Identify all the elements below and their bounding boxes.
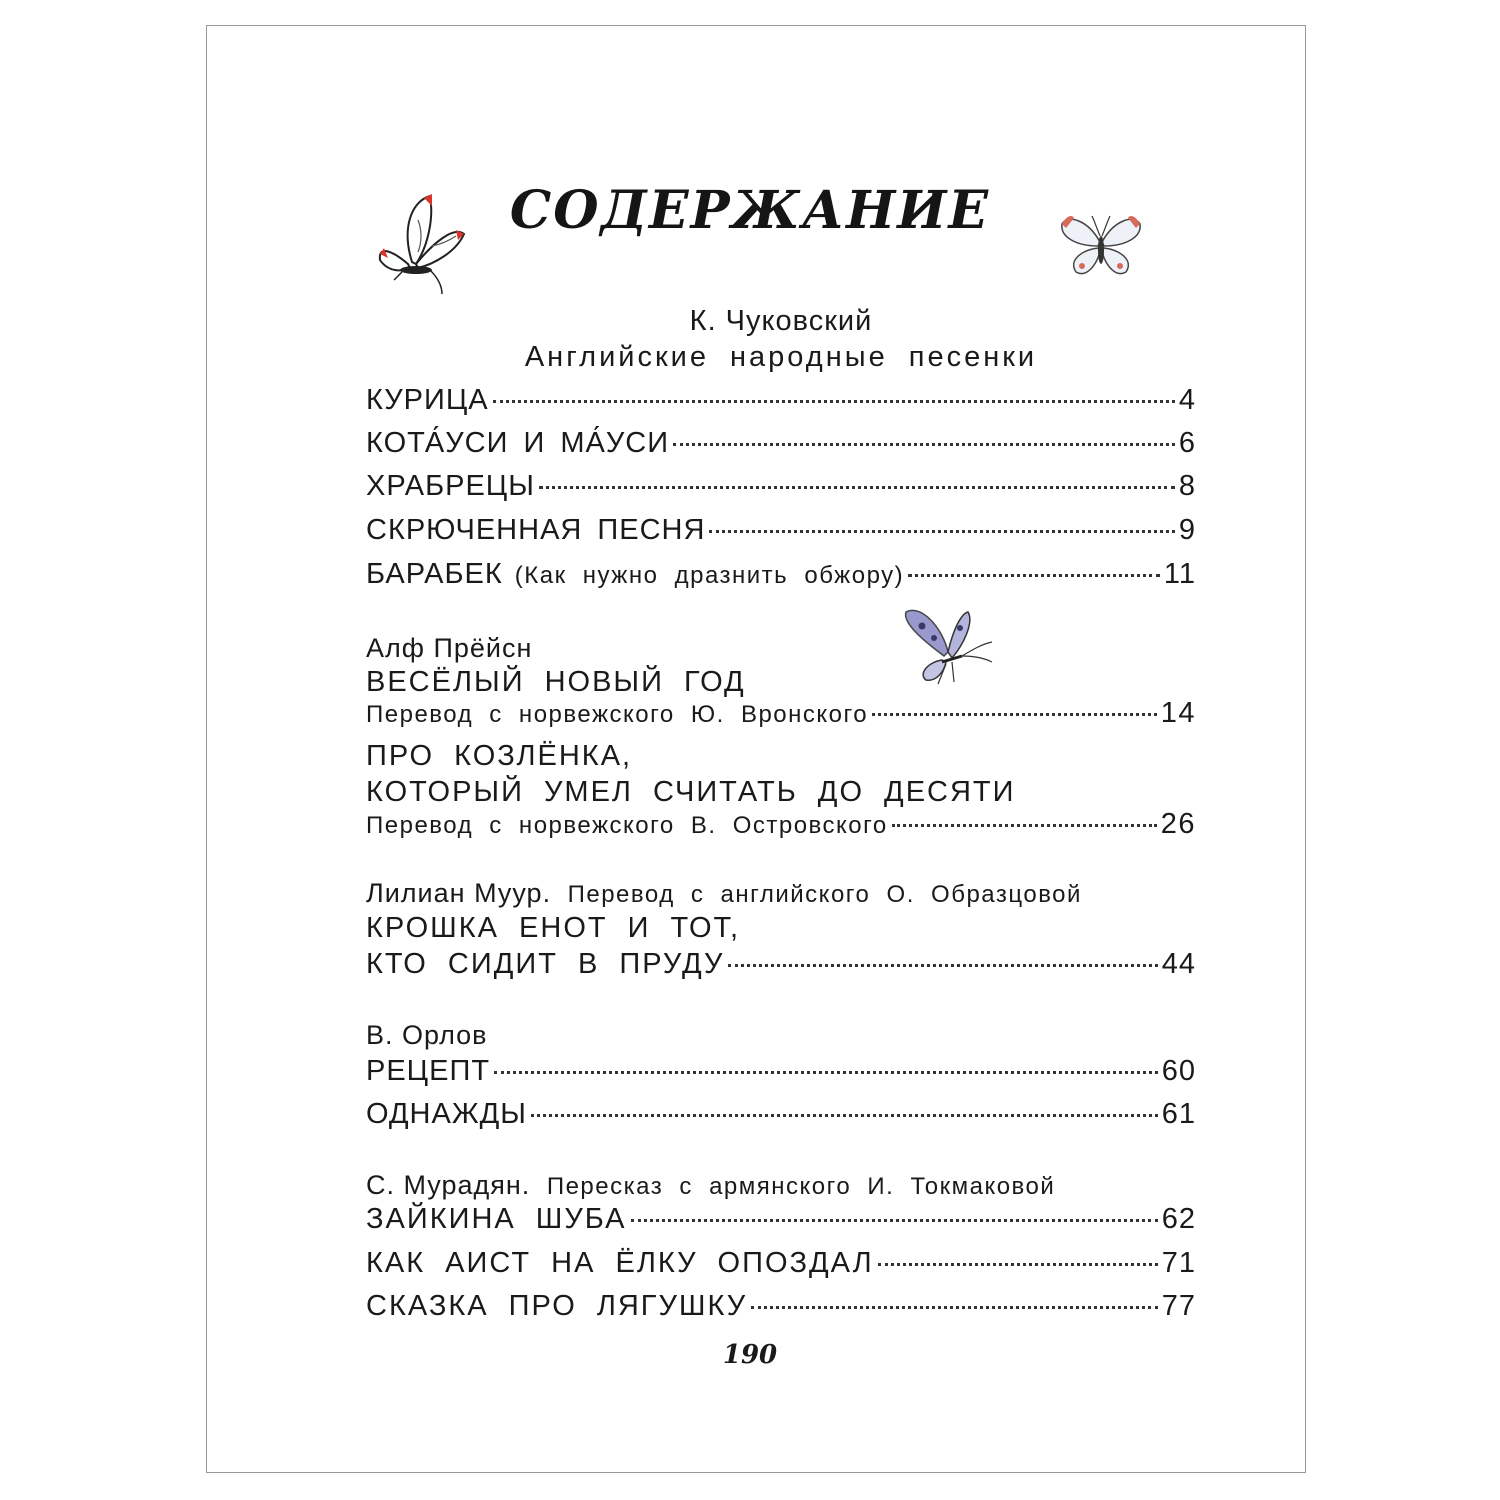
dot-leader (539, 486, 1175, 489)
toc-entry-title: БАРАБЕК (366, 558, 503, 590)
collection-subtitle: Английские народные песенки (524, 341, 1038, 373)
page-number: 190 (722, 1340, 778, 1370)
toc-entry-page: 14 (1160, 697, 1196, 729)
toc-entry-title: КТО СИДИТ В ПРУДУ (366, 948, 725, 980)
toc-entry-page: 9 (1178, 514, 1196, 546)
dot-leader (751, 1306, 1158, 1309)
toc-entry[interactable] (366, 468, 1196, 504)
toc-entry-page: 71 (1161, 1247, 1196, 1279)
translation-credit: Пересказ с армянского И. Токмаковой (546, 1173, 1056, 1200)
dot-leader (878, 1263, 1158, 1266)
toc-entry-page: 60 (1161, 1055, 1196, 1087)
toc-entry-page: 8 (1178, 470, 1196, 502)
dot-leader (872, 713, 1157, 716)
author-proysen: Алф Прёйсн (366, 633, 533, 663)
toc-entry[interactable] (366, 1245, 1196, 1281)
dot-leader (531, 1114, 1158, 1117)
author-chukovsky: К. Чуковский (689, 305, 873, 337)
toc-entry[interactable] (366, 698, 1196, 730)
author-line (366, 875, 1196, 913)
toc-entry[interactable] (366, 1288, 1196, 1324)
author-line (366, 1167, 1196, 1205)
toc-entry-page: 6 (1178, 427, 1196, 459)
toc-entry[interactable] (366, 1053, 1196, 1089)
translation-credit: Перевод с норвежского Ю. Вронского (366, 701, 869, 728)
toc-entry[interactable] (366, 1201, 1196, 1237)
toc-entry-title: ОДНАЖДЫ (366, 1098, 527, 1130)
dot-leader (673, 443, 1175, 446)
page-title: СОДЕРЖАНИЕ (509, 180, 991, 241)
author-moore: Лилиан Муур. (366, 878, 552, 908)
toc-entry[interactable] (366, 946, 1196, 982)
toc-entry-title: КУРИЦА (366, 384, 489, 416)
butterfly-illustration-right (1058, 206, 1144, 282)
story-title-line[interactable]: КОТОРЫЙ УМЕЛ СЧИТАТЬ ДО ДЕСЯТИ (366, 776, 1016, 808)
toc-entry-page: 61 (1161, 1098, 1196, 1130)
butterfly-illustration-left (372, 190, 472, 298)
author-muradyan: С. Мурадян. (366, 1170, 531, 1200)
translation-credit: Перевод с норвежского В. Островского (366, 812, 888, 839)
toc-entry-page: 26 (1160, 808, 1196, 840)
author-orlov: В. Орлов (366, 1020, 488, 1050)
story-title-line[interactable]: КРОШКА ЕНОТ И ТОТ, (366, 912, 741, 944)
toc-entry[interactable] (366, 382, 1196, 418)
toc-entry[interactable] (366, 512, 1196, 548)
dot-leader (892, 824, 1157, 827)
story-title-line[interactable]: ПРО КОЗЛЁНКА, (366, 740, 633, 772)
toc-entry-title: КАК АИСТ НА ЁЛКУ ОПОЗДАЛ (366, 1247, 874, 1279)
toc-entry-title: ЗАЙКИНА ШУБА (366, 1203, 627, 1235)
toc-entry[interactable] (366, 809, 1196, 841)
toc-entry-page: 44 (1161, 948, 1196, 980)
toc-entry[interactable] (366, 425, 1196, 461)
dot-leader (709, 530, 1174, 533)
toc-entry-title: СКРЮЧЕННАЯ ПЕСНЯ (366, 514, 706, 546)
story-title[interactable]: ВЕСЁЛЫЙ НОВЫЙ ГОД (366, 666, 746, 698)
dot-leader (631, 1219, 1158, 1222)
toc-entry-note: (Как нужно дразнить обжору) (514, 562, 905, 589)
toc-entry-page: 62 (1161, 1203, 1196, 1235)
dot-leader (494, 1071, 1158, 1074)
dot-leader (908, 574, 1160, 577)
translation-credit: Перевод с английского О. Образцовой (567, 881, 1082, 908)
toc-entry-title: СКАЗКА ПРО ЛЯГУШКУ (366, 1290, 748, 1322)
toc-entry-title: РЕЦЕПТ (366, 1055, 491, 1087)
toc-entry-page: 4 (1178, 384, 1196, 416)
toc-entry-title: КОТА́УСИ И МА́УСИ (366, 427, 670, 459)
dot-leader (493, 400, 1175, 403)
toc-entry-page: 77 (1161, 1290, 1196, 1322)
toc-entry-page: 11 (1163, 558, 1196, 590)
toc-entry-title: ХРАБРЕЦЫ (366, 470, 535, 502)
toc-entry[interactable] (366, 1096, 1196, 1132)
dot-leader (728, 964, 1157, 967)
toc-entry[interactable] (366, 556, 1196, 594)
